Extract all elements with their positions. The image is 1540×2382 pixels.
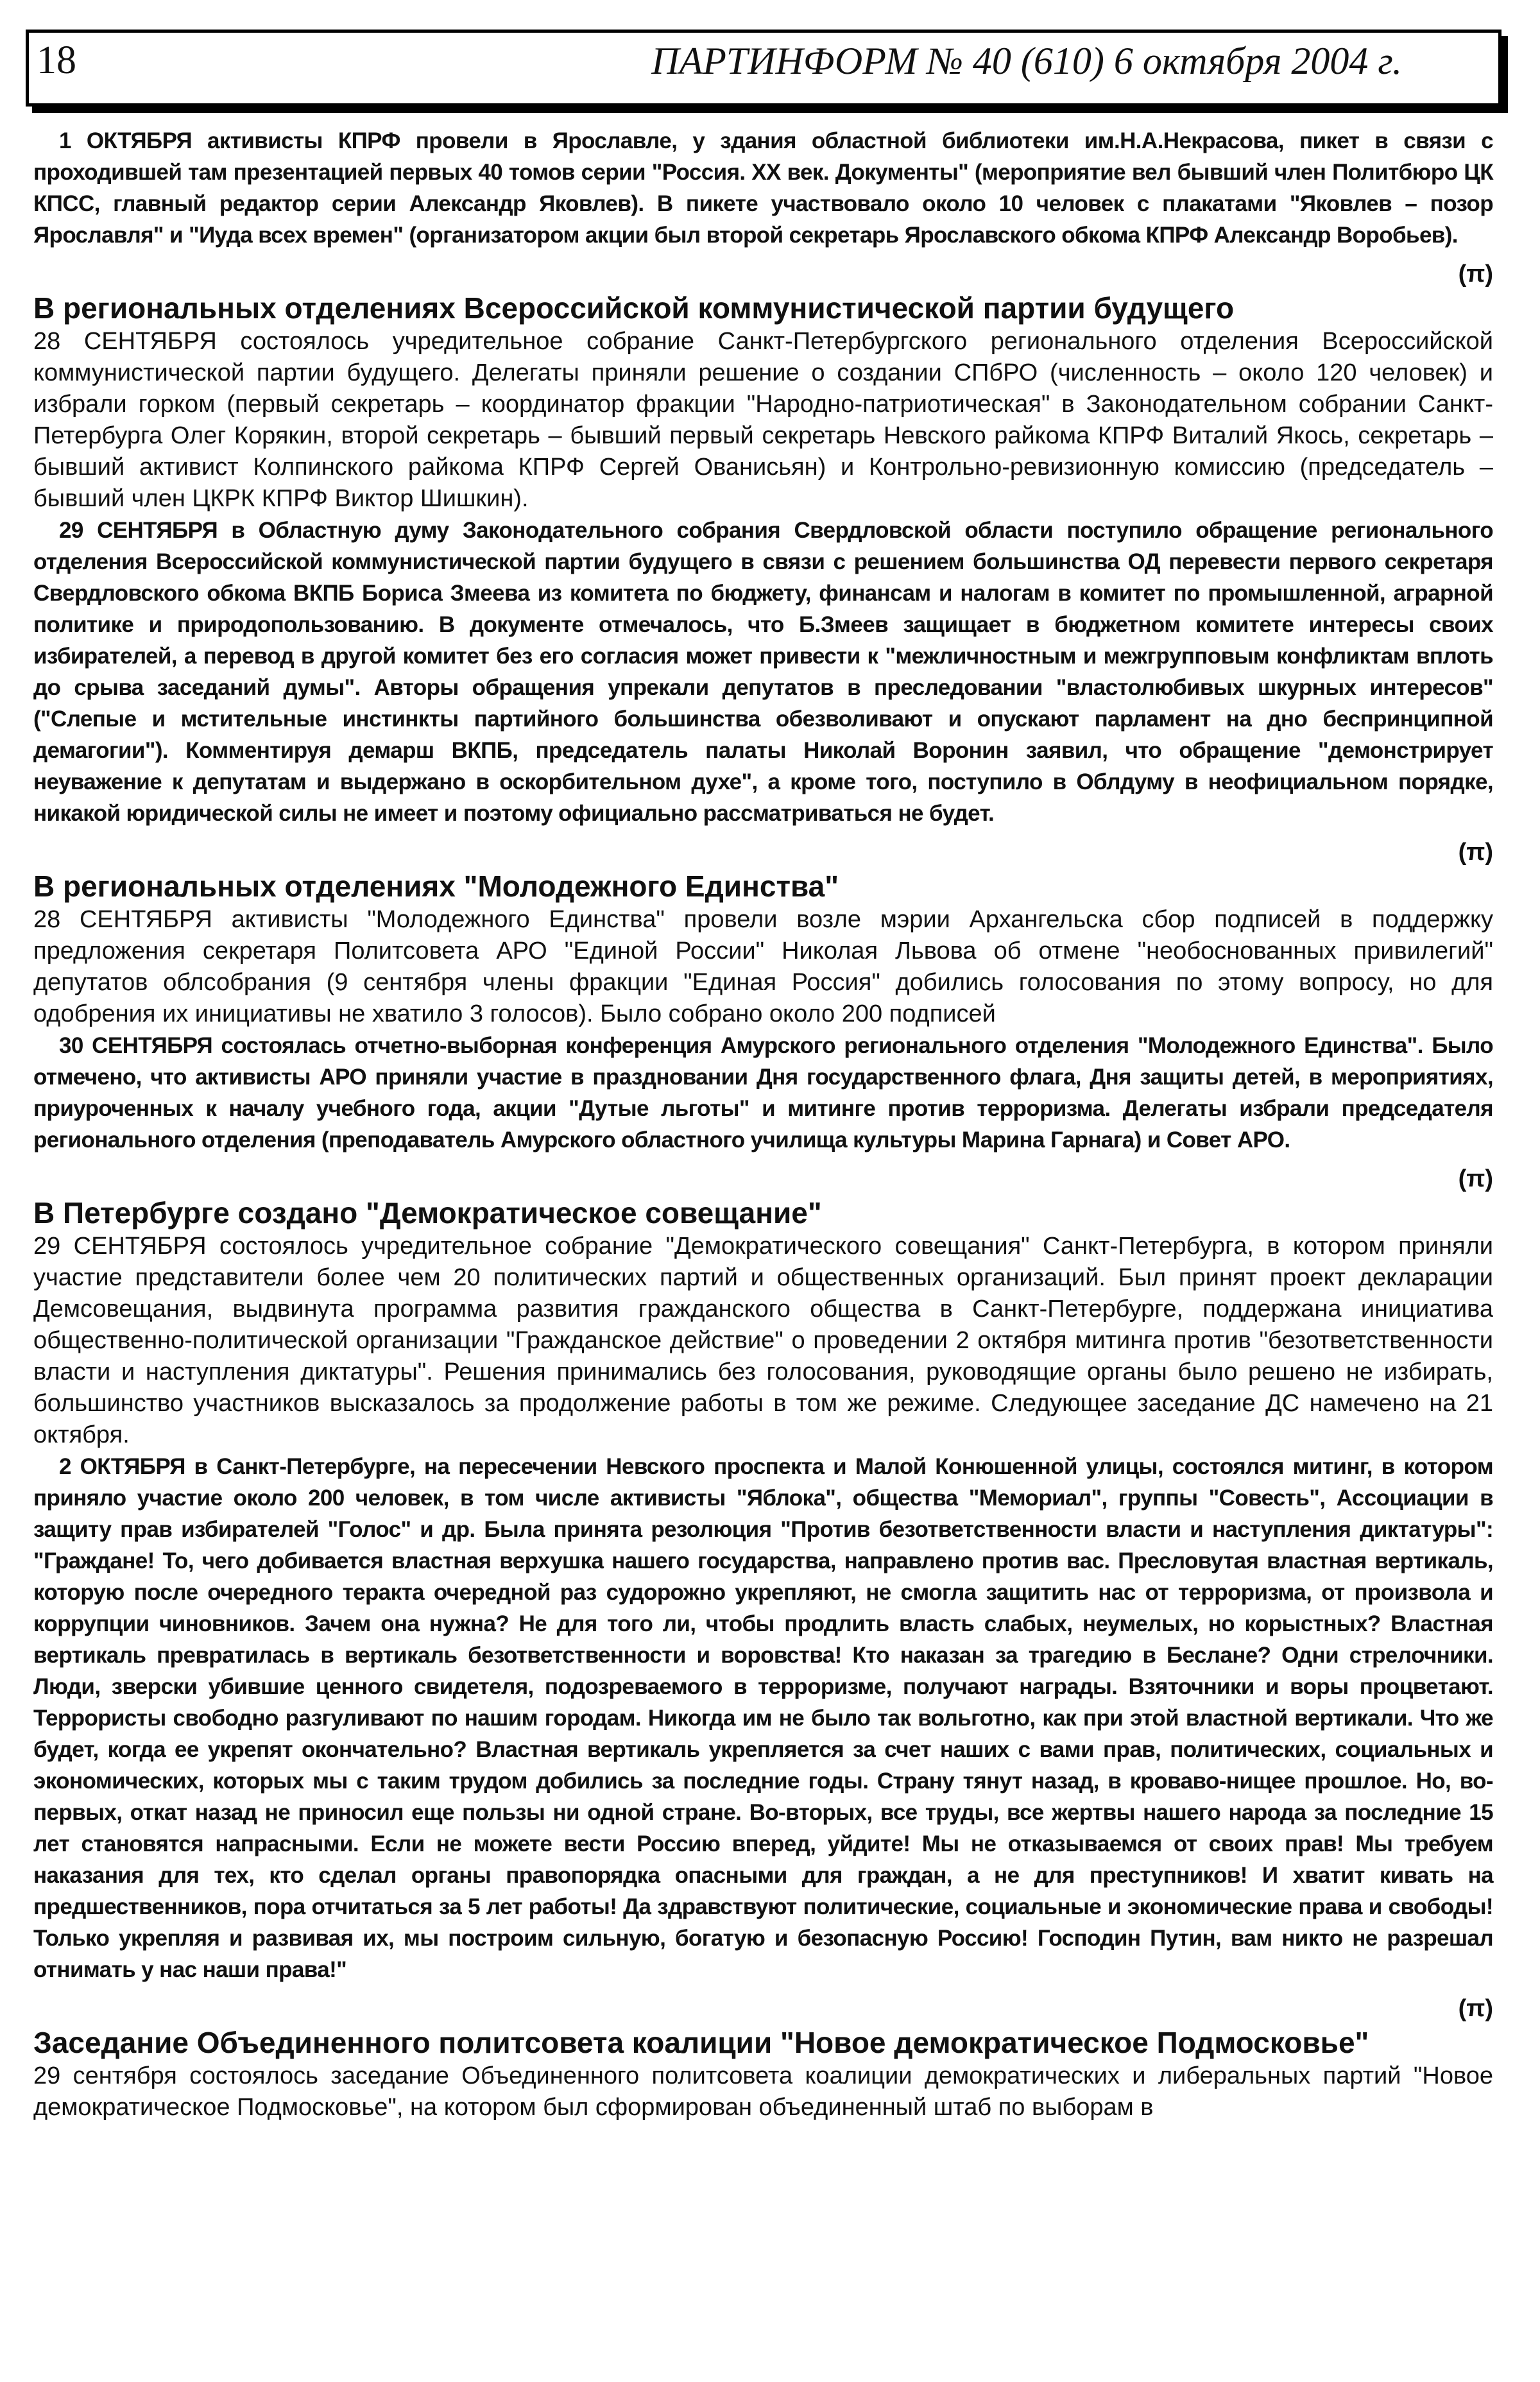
page-number: 18 <box>37 39 76 82</box>
article-body <box>33 125 1493 2123</box>
paragraph: 2 ОКТЯБРЯ в Санкт-Петербурге, на пересечении Невского проспекта и Малой Конюшенной улицы, состоялся митинг, в котором приняло участие около 200 человек, в том числе активисты "Яблока", общества "Мемориал", группы "Совесть", Ассоциации в защиту прав избирателей "Голос" и др. Была принята резолюция "Против безответственности власти и наступления диктатуры": "Граждане! То, чего добивается властная верхушка нашего государства, направлено против вас. Пресловутая властная вертикаль, которую после очередного теракта очередной раз судорожно укрепляют, не смогла защитить нас от терроризма, от произвола и коррупции чиновников. Зачем она нужна? Не для того ли, чтобы продлить власть слабых, неумелых, но корыстных? Властная вертикаль превратилась в вертикаль безответственности и воровства! Кто наказан за трагедию в Беслане? Одни стрелочники. Люди, зверски убившие ценного свидетеля, подозреваемого в терроризме, получают награды. Взяточники и воры процветают. Террористы свободно разгуливают по нашим городам. Никогда им не было так вольготно, как при этой властной вертикали. Что же будет, когда ее укрепят окончательно? Властная вертикаль укрепляется за счет наших с вами прав, политических, социальных и экономических, которых мы с таким трудом добились за последние годы. Страну тянут назад, в кроваво-нищее прошлое. Но, во-первых, откат назад не приносил еще пользы ни одной стране. Во-вторых, все труды, все жертвы нашего народа за последние 15 лет становятся напрасными. Если не можете вести Россию вперед, уйдите! Мы не отказываемся от своих прав! Мы требуем наказания для тех, кто сделал органы правопорядка опасными для граждан, а не для преступников! И хватит кивать на предшественников, пора отчитаться за 5 лет работы! Да здравствуют политические, социальные и экономические права и свободы! Только укрепляя и развивая их, мы построим сильную, богатую и безопасную Россию! Господин Путин, вам никто не разрешал отнимать у нас наши права!" <box>33 1454 1493 1982</box>
section-heading: В Петербурге создано "Демократическое совещание" <box>33 1196 822 1230</box>
section-heading: В региональных отделениях "Молодежного Единства" <box>33 870 839 903</box>
signature: (π) <box>1458 1995 1493 2022</box>
signature: (π) <box>1458 261 1493 287</box>
paragraph: 28 СЕНТЯБРЯ активисты "Молодежного Единства" провели возле мэрии Архангельска сбор подписей в поддержку предложения секретаря Политсовета АРО "Единой России" Николая Львова об отмене "необоснованных привилегий" депутатов облсобрания (9 сентября члены фракции "Единая Россия" добились голосования по этому вопросу, но для одобрения их инициативы не хватило 3 голосов). Было собрано около 200 подписей <box>33 906 1493 1027</box>
page-header <box>26 30 1502 107</box>
signature: (π) <box>1458 1165 1493 1192</box>
signature: (π) <box>1458 839 1493 866</box>
paragraph: 28 СЕНТЯБРЯ состоялось учредительное собрание Санкт-Петербургского регионального отделения Всероссийской коммунистической партии будущего. Делегаты приняли решение о создании СПбРО (численность – около 120 человек) и избрали горком (первый секретарь – координатор фракции "Народно-патриотическая" в Законодательном собрании Санкт-Петербурга Олег Корякин, второй секретарь – бывший первый секретарь Невского райкома КПРФ Виталий Якось, секретарь – бывший активист Колпинского райкома КПРФ Сергей Ованисьян) и Контрольно-ревизионную комиссию (председатель – бывший член ЦКРК КПРФ Виктор Шишкин). <box>33 328 1493 512</box>
paragraph: 30 СЕНТЯБРЯ состоялась отчетно-выборная конференция Амурского регионального отделения "Молодежного Единства". Было отмечено, что активисты АРО приняли участие в праздновании Дня государственного флага, Дня защиты детей, в мероприятиях, приуроченных к началу учебного года, акции "Дутые льготы" и митинге против терроризма. Делегаты избрали председателя регионального отделения (преподаватель Амурского областного училища культуры Марина Гарнага) и Совет АРО. <box>33 1033 1493 1152</box>
section-heading: Заседание Объединенного политсовета коалиции "Новое демократическое Подмосковье" <box>33 2026 1369 2059</box>
paragraph: 29 СЕНТЯБРЯ в Областную думу Законодательного собрания Свердловской области поступило обращение регионального отделения Всероссийской коммунистической партии будущего в связи с решением большинства ОД перевести первого секретаря Свердловского обкома ВКПБ Бориса Змеева из комитета по бюджету, финансам и налогам в комитет по промышленной, аграрной политике и природопользованию. В документе отмечалось, что Б.Змеев защищает в бюджетном комитете интересы своих избирателей, а перевод в другой комитет без его согласия может привести к "межличностным и межгрупповым конфликтам вплоть до срыва заседаний думы". Авторы обращения упрекали депутатов в преследовании "властолюбивых шкурных интересов" ("Слепые и мстительные инстинкты партийного большинства обезволивают и опускают парламент на дно беспринципной демагогии"). Комментируя демарш ВКПБ, председатель палаты Николай Воронин заявил, что обращение "демонстрирует неуважение к депутатам и выдержано в оскорбительном духе", а кроме того, поступило в Облдуму в неофициальном порядке, никакой юридической силы не имеет и поэтому официально рассматриваться не будет. <box>33 518 1493 826</box>
paragraph: 29 СЕНТЯБРЯ состоялось учредительное собрание "Демократического совещания" Санкт-Петербурга, в котором приняли участие представители более чем 20 политических партий и общественных организаций. Был принят проект декларации Демсовещания, выдвинута программа развития гражданского общества в Санкт-Петербурге, поддержана инициатива общественно-политической организации "Гражданское действие" о проведении 2 октября митинга против "безответственности власти и наступления диктатуры". Решения принимались без голосования, руководящие органы было решено не избирать, большинство участников высказалось за продолжение работы в том же режиме. Следующее заседание ДС намечено на 21 октября. <box>33 1233 1493 1448</box>
intro-paragraph: 1 ОКТЯБРЯ активисты КПРФ провели в Ярославле, у здания областной библиотеки им.Н.А.Некрасова, пикет в связи с проходившей там презентацией первых 40 томов серии "Россия. XX век. Документы" (мероприятие вел бывший член Политбюро ЦК КПСС, главный редактор серии Александр Яковлев). В пикете участвовало около 10 человек с плакатами "Яковлев – позор Ярославля" и "Иуда всех времен" (организатором акции был второй секретарь Ярославского обкома КПРФ Александр Воробьев). <box>33 128 1493 248</box>
publication-title: ПАРТИНФОРМ № 40 (610) 6 октября 2004 г. <box>651 40 1402 82</box>
section-heading: В региональных отделениях Всероссийской коммунистической партии будущего <box>33 291 1235 325</box>
paragraph: 29 сентября состоялось заседание Объединенного политсовета коалиции демократических и либеральных партий "Новое демократическое Подмосковье", на котором был сформирован объединенный штаб по выборам в <box>33 2062 1493 2121</box>
